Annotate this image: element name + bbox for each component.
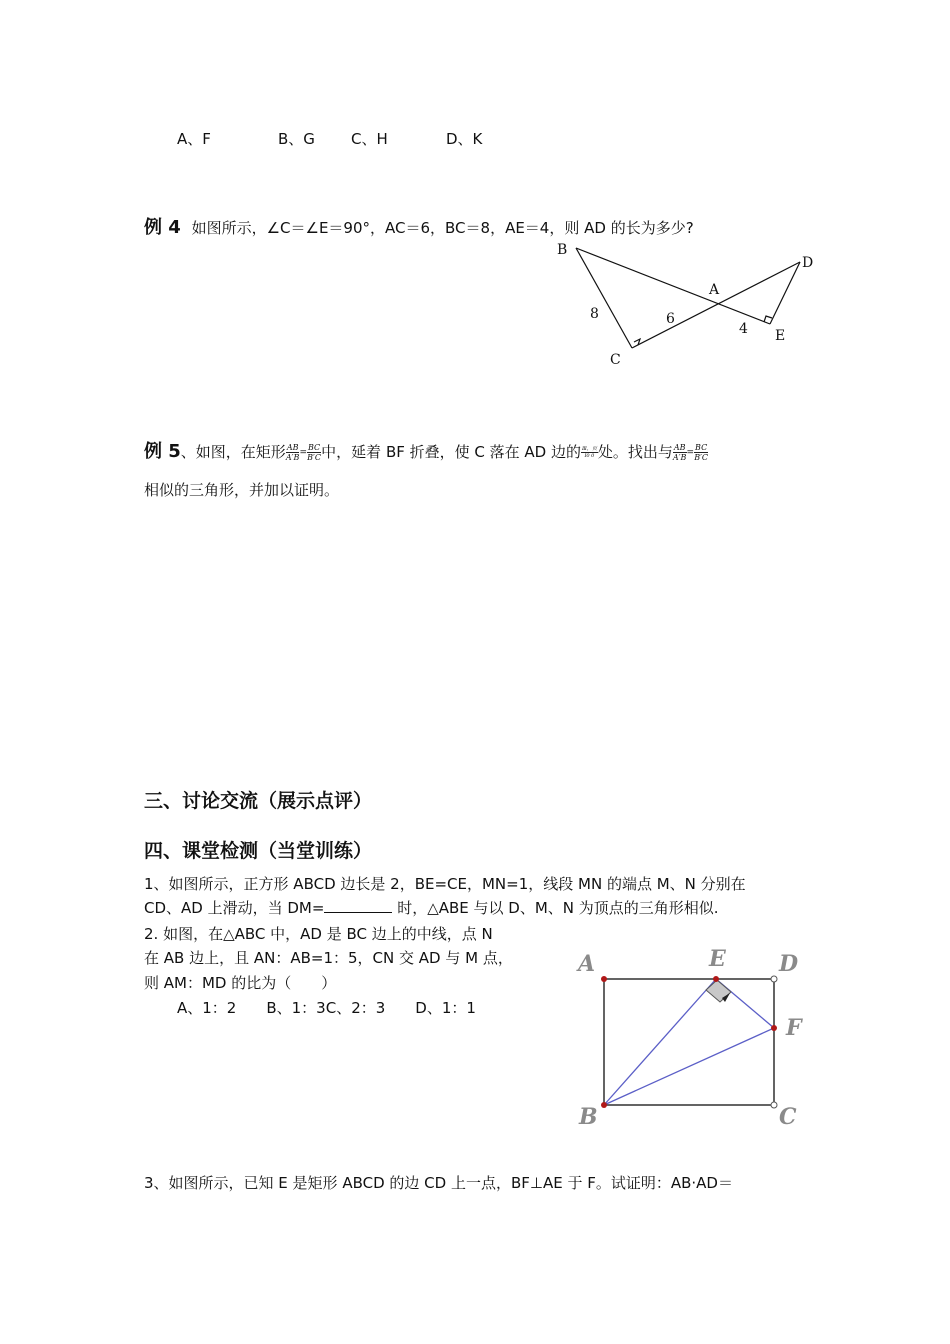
label-E: E	[775, 328, 786, 344]
section3-heading: 三、讨论交流（展示点评）	[144, 790, 373, 812]
equals-2: =	[686, 447, 695, 458]
q1-line2-start: CD、AD 上滑动，当 DM=	[144, 899, 325, 917]
option-c: C、H	[351, 130, 388, 148]
example5-label: 例 5	[144, 441, 181, 462]
label-B: B	[557, 242, 568, 258]
label-A: A	[709, 282, 720, 298]
label-C: C	[610, 352, 621, 368]
q2-options: A、1：2 B、1：3C、2：3 D、1：1	[177, 999, 476, 1017]
fold-line-be	[604, 979, 716, 1105]
example5-line2: 相似的三角形，并加以证明。	[144, 481, 340, 499]
point-b	[601, 1102, 607, 1108]
example5-text3: 处。找出与	[597, 443, 673, 461]
answer-blank	[324, 898, 392, 913]
point-d	[771, 976, 777, 982]
label-E2: E	[709, 946, 726, 972]
label-F2: F	[786, 1015, 802, 1041]
option-a: A、F	[177, 130, 211, 148]
rectangle-figure	[570, 940, 820, 1140]
point-f	[771, 1025, 777, 1031]
label-len-ae: 4	[739, 321, 748, 337]
example4-figure	[548, 236, 828, 376]
label-C2: C	[779, 1104, 797, 1130]
label-D: D	[802, 255, 814, 271]
fold-line-bf	[604, 1028, 774, 1105]
label-B2: B	[579, 1104, 598, 1130]
fraction-tiny: $\frac{\text{Ⅲ，页}}{\text{Ⅰ0 0}}$	[582, 446, 597, 459]
example5-line1	[144, 437, 708, 463]
fraction-bc: $\frac{BC}{B'C}$	[307, 443, 321, 462]
label-len-ac: 6	[666, 311, 675, 327]
example5-text2: 中，延着 BF 折叠，使 C 落在 AD 边的	[321, 443, 581, 461]
example4-label: 例 4	[144, 217, 181, 238]
label-D2: D	[779, 951, 799, 977]
label-A2: A	[578, 951, 596, 977]
q1-line2-end: 时，△ABE 与以 D、M、N 为顶点的三角形相似.	[392, 899, 719, 917]
point-c	[771, 1102, 777, 1108]
q2-line3: 则 AM：MD 的比为（ ）	[144, 974, 337, 992]
q3-line1: 3、如图所示，已知 E 是矩形 ABCD 的边 CD 上一点，BF⊥AE 于 F。试证明：AB·AD＝	[144, 1174, 733, 1192]
example5-text1: 、如图，在矩形	[180, 443, 286, 461]
example4-text: 如图所示，∠C＝∠E＝90°，AC＝6，BC＝8，AE＝4，则 AD 的长为多少?	[191, 219, 694, 237]
point-e	[713, 976, 719, 982]
option-b: B、G	[278, 130, 315, 148]
segment-bc	[576, 248, 632, 348]
section4-heading: 四、课堂检测（当堂训练）	[144, 840, 373, 862]
q1-line1: 1、如图所示，正方形 ABCD 边长是 2，BE=CE，MN=1，线段 MN 的端点 M、N 分别在	[144, 875, 746, 893]
segment-de	[770, 262, 800, 324]
rectangle-abcd	[604, 979, 774, 1105]
q1-line2	[144, 896, 719, 920]
label-len-bc: 8	[590, 306, 599, 322]
fraction-ab: $\frac{AB}{A'B}$	[285, 443, 300, 462]
right-angle-marker	[706, 980, 731, 1002]
option-d: D、K	[446, 130, 483, 148]
fraction-bc-2: $\frac{BC}{B'C}$	[694, 443, 709, 462]
point-a	[601, 976, 607, 982]
q2-line2: 在 AB 边上，且 AN：AB=1：5，CN 交 AD 与 M 点，	[144, 949, 513, 967]
fraction-ab-2: $\frac{AB}{A'B}$	[672, 443, 687, 462]
equals: =	[299, 447, 308, 458]
q2-line1: 2. 如图，在△ABC 中，AD 是 BC 边上的中线，点 N	[144, 925, 493, 943]
